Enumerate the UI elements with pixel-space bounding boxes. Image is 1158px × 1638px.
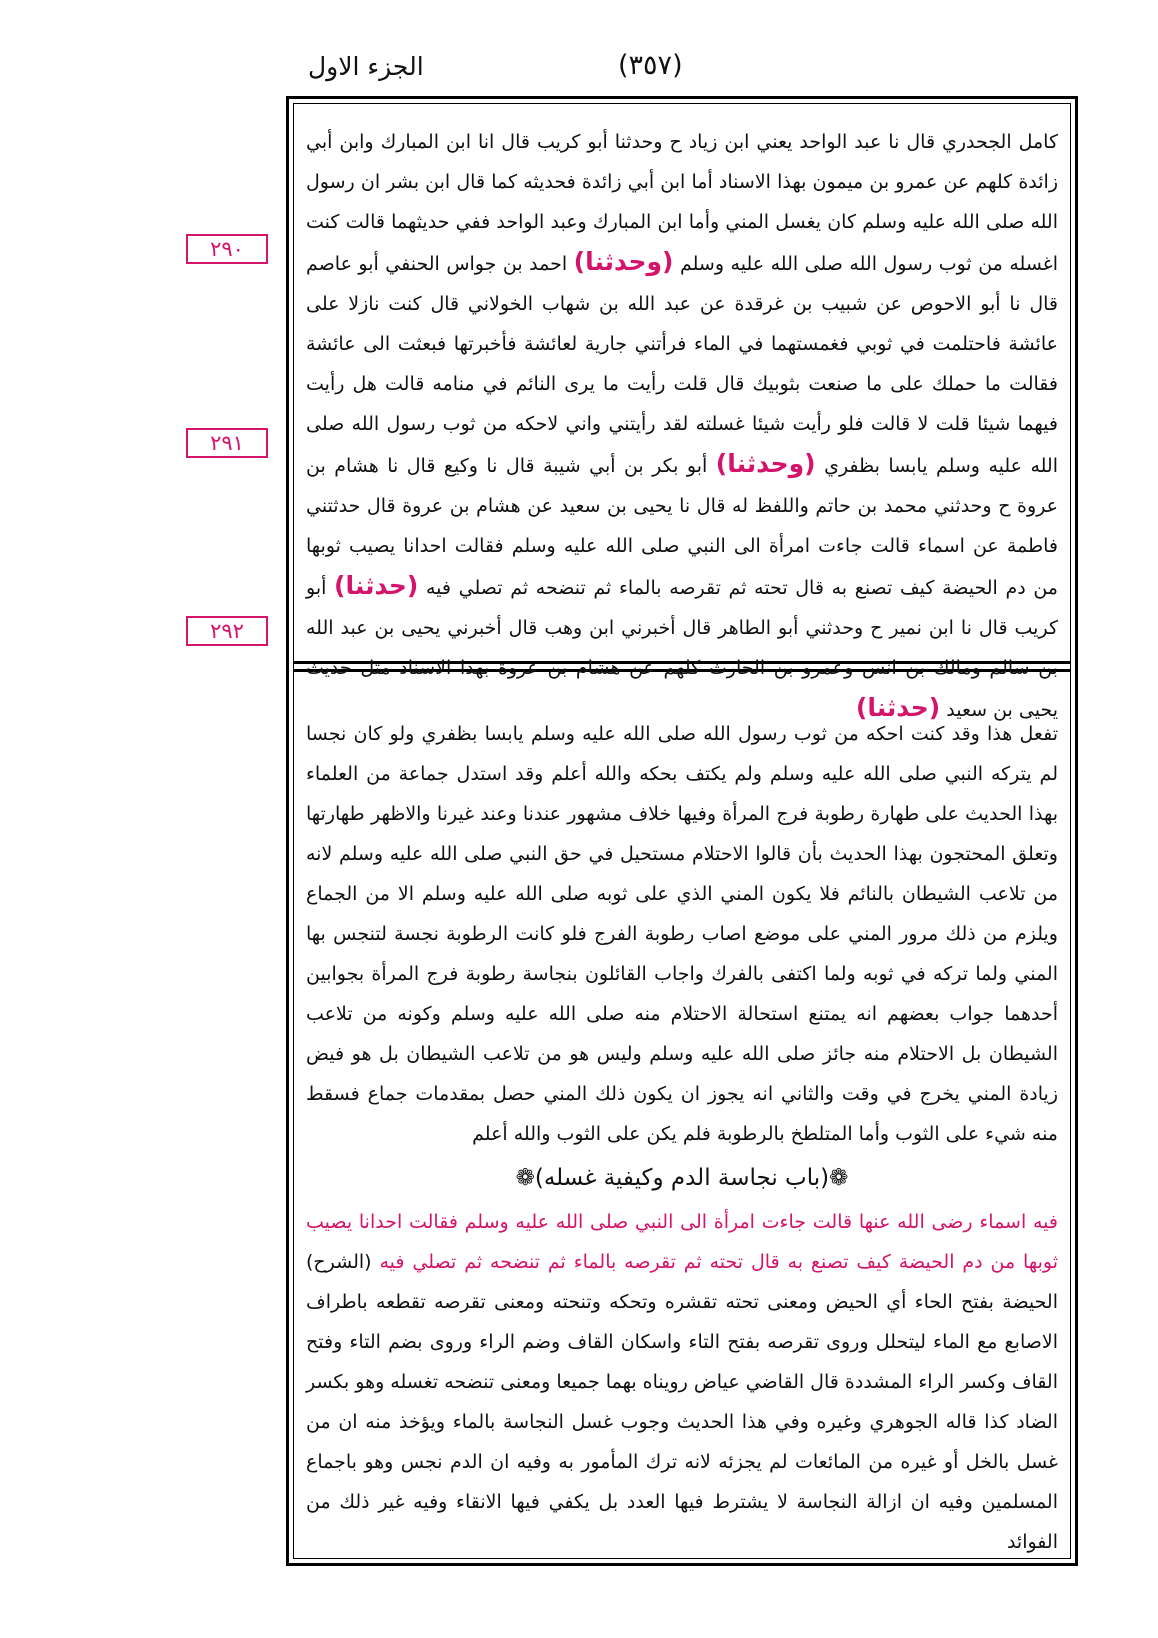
- commentary-text: تفعل هذا وقد كنت احكه من ثوب رسول الله صلى الله عليه وسلم يابسا بظفري ولو كان نجسا: [306, 723, 1058, 745]
- commentary-panel: [306, 714, 1058, 1562]
- commentary-text: الشيطان بل الاحتلام منه جائز صلى الله عليه وسلم وليس هو من تلاعب الشيطان بل هو فيض زيادة: [306, 1043, 1058, 1105]
- hadith-number-292: ٢٩٢: [186, 616, 268, 646]
- volume-label: الجزء الاول: [308, 52, 424, 81]
- sharh-text: الاصابع مع الماء ليتحلل وروى تقرصه بفتح التاء واسكان القاف وضم الراء وروى بضم التاء وفتح: [306, 1331, 1058, 1353]
- commentary-text: بها المني ولما تركه في ثوبه ولما اكتفى بالفرك واجاب القائلون بنجاسة رطوبة فرج المرأة بجوابين: [306, 923, 1058, 985]
- hadith-text: وعمرو بن الحارث كلهم عن هشام بن عروة بهذا الاسناد مثل حديث يحيى بن سعيد: [306, 657, 1058, 721]
- sharh-label: (الشرح): [306, 1251, 372, 1273]
- commentary-text: الجماع ويلزم من ذلك مرور المني على موضع اصاب رطوبة الفرج فلو كانت الرطوبة نجسة لتنجس: [306, 883, 1058, 945]
- hadith-text-panel: [306, 122, 1058, 730]
- hadithna-marker: (حدثنا): [334, 571, 419, 600]
- hadith-text: جاءت امرأة الى النبي صلى الله عليه وسلم فقالت احدانا يصيب ثوبها من دم الحيضة كيف: [306, 535, 1058, 599]
- hadith-text: أبو بكر بن أبي شيبة قال نا وكيع قال نا هشام بن عروة ح وحدثني: [306, 455, 1059, 517]
- commentary-text: الحديث على طهارة رطوبة فرج المرأة وفيها خلاف مشهور عندنا وعند غيرنا والاظهر طهارتها: [306, 803, 1023, 825]
- hadith-text: احمد بن جواس الحنفي أبو عاصم قال: [306, 253, 1058, 315]
- sharh-text: ان من غسل بالخل أو غيره من المائعات لم يجزئه لانه ترك المأمور به وفيه ان الدم نجس وهو باجماع: [306, 1411, 1058, 1473]
- commentary-text: المني يخرج في وقت والثاني انه يجوز ان يكون ذلك المني حصل بمقدمات جماع فسقط منه شيء على: [306, 1083, 1058, 1145]
- hadith-text: أبو كريب قال نا ابن نمير: [306, 577, 1059, 639]
- hadith-text: أبي زائدة كلهم عن عمرو بن ميمون بهذا الاسناد أما ابن أبي زائدة فحديثه كما قال ابن بشر ان رسول: [306, 131, 1058, 193]
- chapter-title: ❁(باب نجاسة الدم وكيفية غسله)❁: [515, 1165, 849, 1191]
- commentary-text: لم يتركه النبي صلى الله عليه وسلم ولم يكتف بحكه والله أعلم وقد استدل جماعة من العلماء بهذا: [306, 763, 1058, 825]
- hadith-text: اغسله من ثوب رسول الله صلى الله عليه وسلم: [680, 253, 1058, 275]
- commentary-text: لانه من تلاعب الشيطان بالنائم فلا يكون المني الذي على ثوبه صلى الله عليه وسلم الا من: [306, 843, 1058, 905]
- hadith-text: بظفري: [824, 455, 880, 477]
- commentary-text: وتعلق المحتجون بهذا الحديث بأن قالوا الاحتلام مستحيل في حق النبي صلى الله عليه وسلم: [339, 843, 1058, 865]
- sharh-text: القاف وكسر الراء المشددة قال القاضي عياض رويناه بهما جميعا ومعنى تنضحه تغسله وهو بكسر: [306, 1371, 1058, 1393]
- page-number: (٣٥٧): [618, 50, 683, 81]
- quoted-hadith: فيه اسماء رضى الله عنها قالت جاءت امرأة الى النبي صلى الله عليه وسلم فقالت احدانا يصيب ثوبها من دم الحيضة كيف تصنع به قال تحته ثم تقرصه بالماء ثم تنضحه ثم تصلي فيه: [306, 1211, 1058, 1273]
- hadith-text: قالت فلو رأيت شيئا غسلته لقد رأيتني واني لاحكه من ثوب رسول الله صلى الله عليه وسلم يابسا: [306, 413, 1058, 477]
- hadithna-marker: (وحدثنا): [573, 247, 674, 276]
- commentary-text: أحدهما جواب بعضهم انه يمتنع استحالة الاحتلام منه صلى الله عليه وسلم وكونه من تلاعب: [306, 1003, 1058, 1025]
- sharh-text: الضاد كذا قاله الجوهري وغيره وفي هذا الحديث وجوب غسل النجاسة بالماء ويؤخذ منه: [365, 1411, 1058, 1433]
- hadithna-marker: (حدثنا): [855, 693, 941, 722]
- hadithna-marker: (وحدثنا): [715, 449, 816, 478]
- hadith-text: تصنع به قال تحته ثم تقرصه بالماء ثم تنضحه ثم تصلي فيه: [426, 577, 893, 599]
- sharh-text: الحيضة بفتح الحاء أي الحيض ومعنى تحته تقشره وتحكه وتنحته ومعنى تقرصه تقطعه باطراف: [306, 1291, 1058, 1313]
- hadith-text: على ما صنعت بثوبيك قال قلت رأيت ما يرى النائم في منامه قالت هل رأيت فيهما شيئا قلت لا: [306, 373, 1058, 435]
- hadith-text: نا أبو الاحوص عن شبيب بن غرقدة عن عبد الله بن شهاب الخولاني قال كنت نازلا على عائشة: [306, 293, 1058, 355]
- commentary-text: الثوب وأما المتلطخ بالرطوبة فلم يكن على الثوب والله أعلم: [472, 1123, 940, 1145]
- sharh-text: المسلمين وفيه ان ازالة النجاسة لا يشترط فيها العدد بل يكفي فيها الانقاء وفيه غير ذلك من الفوائد: [306, 1491, 1058, 1553]
- hadith-text: فاحتلمت في ثوبي فغمستهما في الماء فرأتني جارية لعائشة فأخبرتها فبعثت الى عائشة فقالت ما حملك: [306, 333, 1059, 395]
- hadith-text: كامل الجحدري قال نا عبد الواحد يعني ابن زياد ح وحدثنا أبو كريب قال انا ابن المبارك وابن: [339, 131, 1058, 153]
- hadith-text: الله صلى الله عليه وسلم كان يغسل المني وأما ابن المبارك وعبد الواحد ففي حديثهما قالت كنت: [306, 211, 1058, 233]
- hadith-number-291: ٢٩١: [186, 428, 268, 458]
- hadith-text: ح وحدثني أبو الطاهر قال أخبرني ابن وهب قال أخبرني يحيى بن عبد الله بن سالم ومالك بن انس: [306, 617, 1058, 679]
- hadith-number-290: ٢٩٠: [186, 234, 268, 264]
- hadith-text: محمد بن حاتم واللفظ له قال نا يحيى بن سعيد عن هشام بن عروة قال حدثتني فاطمة عن اسماء قالت: [306, 495, 1058, 557]
